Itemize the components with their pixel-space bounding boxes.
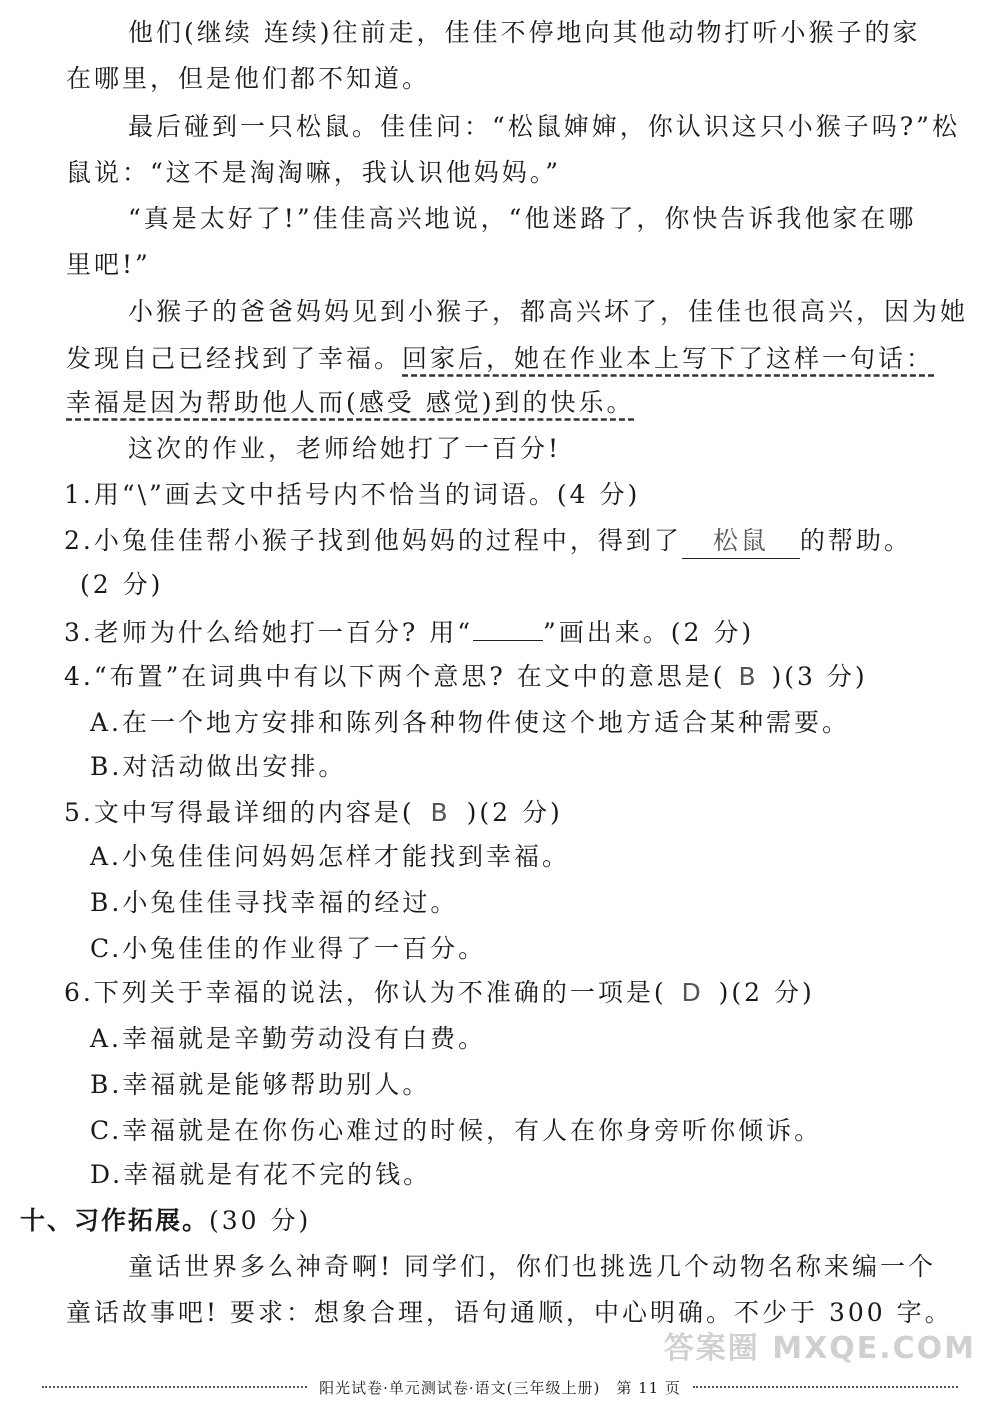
question-3-blank bbox=[473, 614, 543, 641]
footer-left-dots bbox=[42, 1386, 307, 1388]
question-4-option-b: B.对活动做出安排。 bbox=[90, 752, 347, 781]
story-p2-line1: 最后碰到一只松鼠。佳佳问：“松鼠婶婶，你认识这只小猴子吗?”松 bbox=[128, 112, 960, 141]
footer-page-number: 第 11 页 bbox=[616, 1378, 681, 1397]
question-4-text-end: )(3 分) bbox=[771, 662, 868, 691]
watermark-logo: 答案圈 MXQE.COM bbox=[663, 1331, 976, 1366]
story-p4-line1: 小猴子的爸爸妈妈见到小猴子，都高兴坏了，佳佳也很高兴，因为她 bbox=[128, 297, 969, 326]
question-3-text: 3.老师为什么给她打一百分? 用“ bbox=[64, 618, 473, 647]
story-p4-line2-underlined: 回家后，她在作业本上写下了这样一句话： bbox=[402, 344, 935, 373]
question-2 bbox=[64, 524, 912, 559]
question-6-option-a: A.幸福就是辛勤劳动没有白费。 bbox=[90, 1024, 487, 1053]
story-p4-line2-a: 发现自己已经找到了幸福。 bbox=[66, 344, 403, 373]
question-5-text: 5.文中写得最详细的内容是( bbox=[64, 798, 415, 827]
question-4-text: 4.“布置”在词典中有以下两个意思? 在文中的意思是( bbox=[64, 662, 726, 691]
page-footer bbox=[30, 1375, 970, 1399]
question-2-text: 2.小兔佳佳帮小猴子找到他妈妈的过程中，得到了 bbox=[64, 526, 682, 555]
footer-title: 阳光试卷·单元测试卷·语文(三年级上册) bbox=[319, 1378, 601, 1397]
section-10-line2: 童话故事吧! 要求：想象合理，语句通顺，中心明确。不少于 300 字。 bbox=[66, 1298, 953, 1327]
question-5-option-a: A.小兔佳佳问妈妈怎样才能找到幸福。 bbox=[90, 842, 571, 871]
story-p4-line3 bbox=[66, 386, 634, 420]
question-3 bbox=[64, 614, 754, 650]
footer-right-dots bbox=[693, 1386, 958, 1388]
story-p1-line1: 他们(继续 连续)往前走，佳佳不停地向其他动物打听小猴子的家 bbox=[128, 18, 921, 47]
question-1: 1.用“\”画去文中括号内不恰当的词语。(4 分) bbox=[64, 480, 641, 509]
question-5-answer: B bbox=[430, 798, 451, 827]
section-10-title: 十、习作拓展。 bbox=[20, 1206, 210, 1235]
question-6-option-d: D.幸福就是有花不完的钱。 bbox=[90, 1160, 432, 1189]
section-10-line1: 童话世界多么神奇啊! 同学们，你们也挑选几个动物名称来编一个 bbox=[128, 1252, 936, 1281]
story-p1-line2: 在哪里，但是他们都不知道。 bbox=[66, 64, 431, 93]
story-p4-line3-underlined: 幸福是因为帮助他人而(感受 感觉)到的快乐。 bbox=[66, 388, 635, 417]
question-3-text-end: ”画出来。(2 分) bbox=[543, 618, 755, 647]
question-6-text: 6.下列关于幸福的说法，你认为不准确的一项是( bbox=[64, 978, 667, 1007]
story-p5: 这次的作业，老师给她打了一百分! bbox=[128, 434, 562, 463]
story-p3-line2: 里吧!” bbox=[66, 250, 151, 279]
question-6 bbox=[64, 976, 815, 1010]
question-2-answer: 松鼠 bbox=[682, 524, 800, 559]
question-4-answer: B bbox=[738, 662, 759, 691]
question-5 bbox=[64, 796, 563, 830]
question-6-option-c: C.幸福就是在你伤心难过的时候，有人在你身旁听你倾诉。 bbox=[90, 1116, 823, 1145]
question-4 bbox=[64, 660, 868, 694]
question-4-option-a: A.在一个地方安排和陈列各种物件使这个地方适合某种需要。 bbox=[90, 708, 851, 737]
question-6-answer: D bbox=[681, 978, 704, 1007]
story-p3-line1: “真是太好了!”佳佳高兴地说，“他迷路了，你快告诉我他家在哪 bbox=[128, 204, 917, 233]
question-5-text-end: )(2 分) bbox=[466, 798, 563, 827]
question-2-score: (2 分) bbox=[80, 570, 164, 599]
story-p4-line2 bbox=[66, 342, 934, 376]
question-6-text-end: )(2 分) bbox=[718, 978, 815, 1007]
section-10-score: (30 分) bbox=[209, 1206, 312, 1235]
question-6-option-b: B.幸福就是能够帮助别人。 bbox=[90, 1070, 431, 1099]
question-2-text-end: 的帮助。 bbox=[799, 526, 912, 555]
story-p2-line2: 鼠说：“这不是淘淘嘛，我认识他妈妈。” bbox=[66, 158, 562, 187]
question-5-option-b: B.小兔佳佳寻找幸福的经过。 bbox=[90, 888, 459, 917]
question-5-option-c: C.小兔佳佳的作业得了一百分。 bbox=[90, 934, 487, 963]
section-10-heading bbox=[20, 1204, 311, 1238]
